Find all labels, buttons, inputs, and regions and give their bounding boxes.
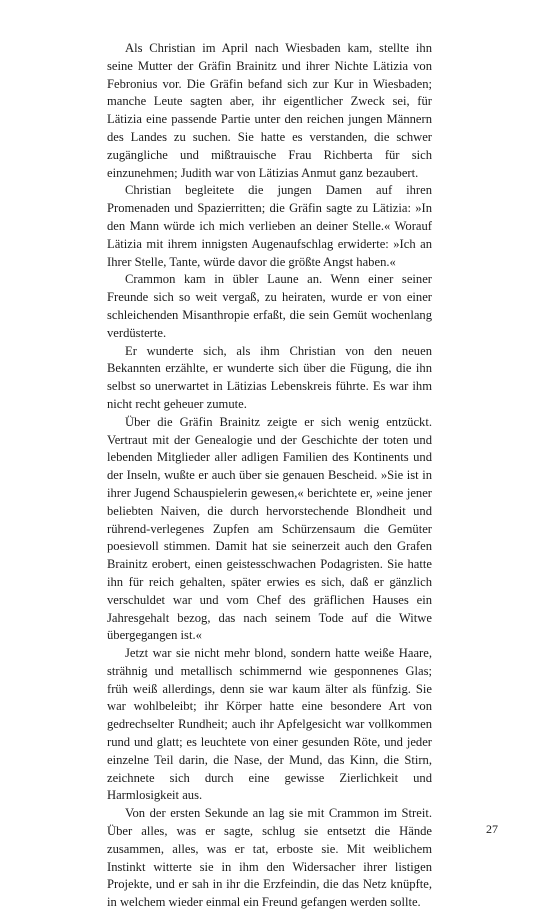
paragraph: Christian begleitete die jungen Damen auf ihren Promenaden und Spazierritten; die Gräfin sagte zu Lätizia: »In den Mann würde ich mich verlieben an deiner Stelle.« Worauf Lätizia mit ihrem innigsten Augenaufschlag erwiderte: »Ich an Ihrer Stelle, Tante, würde davor die größte Angst haben.« bbox=[107, 183, 432, 269]
paragraph: Über die Gräfin Brainitz zeigte er sich wenig entzückt. Vertraut mit der Genealogie und der Geschichte der toten und lebenden Mitglieder aller adligen Familien des Kontinents und der Inseln, wußte er auch über sie genauen Bescheid. »Sie ist in ihrer Jugend Schauspielerin gewesen,« berichtete er, »eine jener beliebten Naiven, die durch hervorstechende Blondheit und rührend-verlegenes Zupfen am Schürzensaum die Gemüter poesievoll stimmen. Damit hat sie seinerzeit auch den Grafen Brainitz erobert, einen geistesschwachen Podagristen. Sie hatte ihn für reich gehalten, später erwies es sich, daß er gänzlich verschuldet war und vom Chef des gräflichen Hauses ein Jahresgehalt bezog, das nach seinem Tode auf die Witwe übergegangen ist.« bbox=[107, 414, 432, 643]
page-number: 27 bbox=[486, 822, 498, 836]
paragraph: Als Christian im April nach Wiesbaden kam, stellte ihn seine Mutter der Gräfin Brainitz und ihrer Nichte Lätizia von Febronius vor. Die Gräfin befand sich zur Kur in Wiesbaden; manche Leute sagten aber, ihr eigentlicher Zweck sei, für Lätizia eine passende Partie unter den reichen jungen Männern des Landes zu suchen. Sie hatte es verstanden, die schwer zugängliche und mißtrauische Frau Richberta für sich einzunehmen; Judith war von Lätizias Anmut ganz bezaubert. bbox=[107, 41, 432, 180]
page-body bbox=[107, 40, 432, 912]
paragraph: Von der ersten Sekunde an lag sie mit Crammon im Streit. Über alles, was er sagte, schlug sie entsetzt die Hände zusammen, alles, was er tat, erboste sie. Mit weiblichem Instinkt witterte sie in ihm den Widersacher ihrer listigen Projekte, und er sah in ihr die Erzfeindin, die das Netz knüpfte, in welchem wieder einmal ein Freund gefangen werden sollte. bbox=[107, 806, 432, 910]
paragraph: Er wunderte sich, als ihm Christian von den neuen Bekannten erzählte, er wunderte sich über die Fügung, die ihn selbst so unerwartet in Lätizias Lebenskreis führte. Es war ihm nicht recht geheuer zumute. bbox=[107, 343, 432, 411]
paragraph: Jetzt war sie nicht mehr blond, sondern hatte weiße Haare, strähnig und metallisch schimmernd wie gesponnenes Glas; früh weiß allerdings, denn sie war kaum älter als fünfzig. Sie war wohlbeleibt; ihr Körper hatte eine besondere Art von gedrechselter Rundheit; auch ihr Apfelgesicht war vollkommen rund und glatt; es leuchtete von einer gesunden Röte, und jeder einzelne Teil darin, die Nase, der Mund, das Kinn, die Stirn, zeichnete sich durch eine gewisse Zierlichkeit und Harmlosigkeit aus. bbox=[107, 646, 432, 803]
paragraph: Crammon kam in übler Laune an. Wenn einer seiner Freunde sich so weit vergaß, zu heiraten, wurde er von einer schleichenden Misanthropie erfaßt, die sein Gemüt wochenlang verdüsterte. bbox=[107, 272, 432, 340]
